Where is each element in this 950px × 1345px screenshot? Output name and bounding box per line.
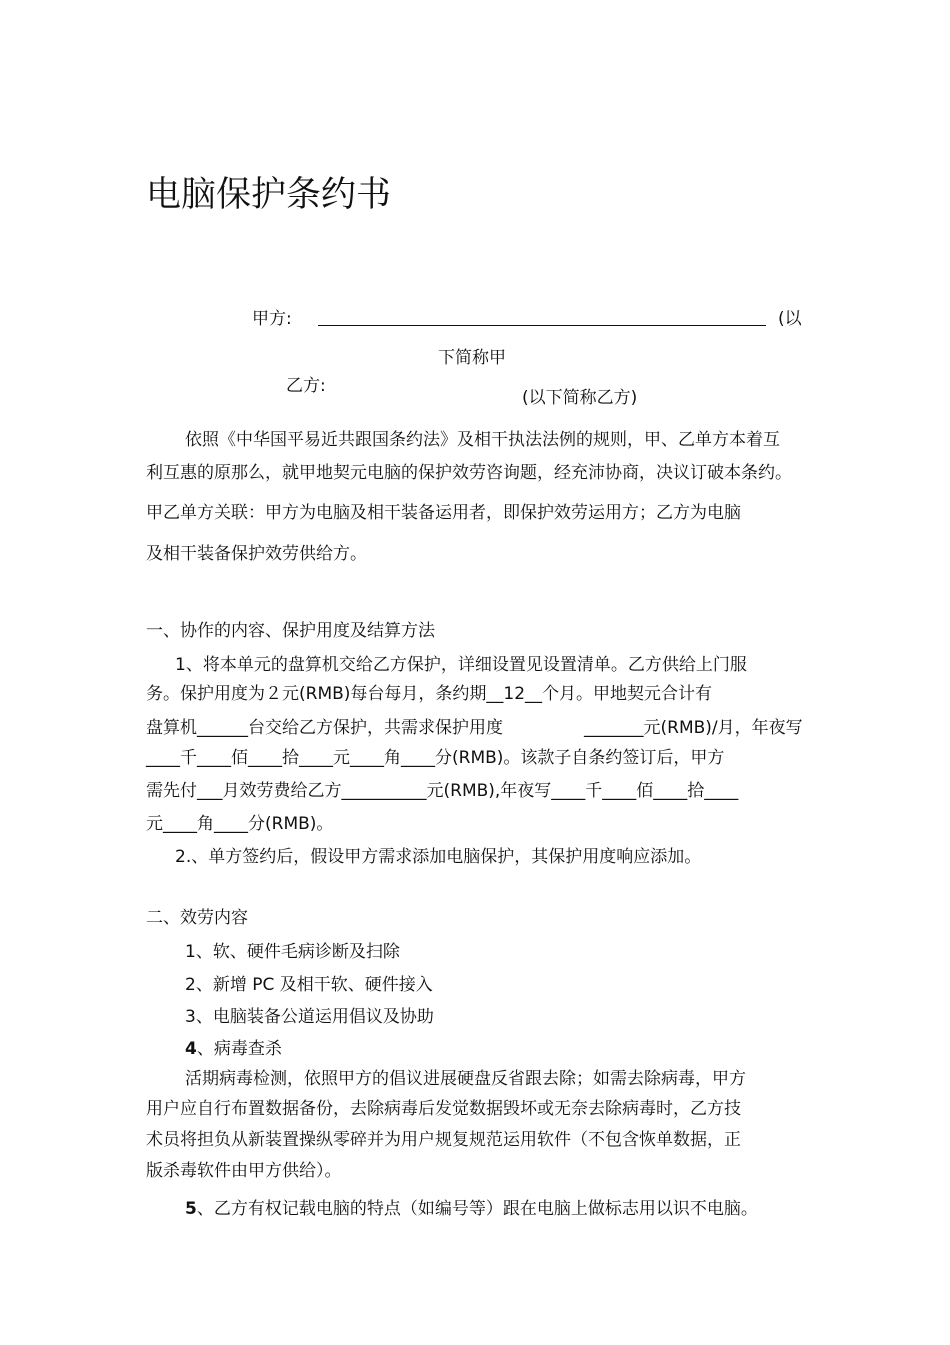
service-item-5-number: 5: [185, 1199, 197, 1219]
service-item-4-desc: 版杀毒软件由甲方供给）。: [146, 1161, 342, 1181]
section-1-line: 需先付___月效劳费给乙方__________元(RMB),年夜写____千____佰____拾____: [146, 781, 739, 801]
service-item-4-number: 4: [185, 1039, 197, 1059]
section-1-line: _______元(RMB)/月，年夜写: [584, 718, 803, 738]
intro-line: 及相干装备保护效劳供给方。: [146, 544, 367, 564]
section-1-line: 务。保护用度为２元(RMB)每台每月，条约期__12__个月。甲地契元合计有: [146, 684, 713, 704]
service-item-4-desc: 活期病毒检测，依照甲方的倡议进展硬盘反省跟去除；如需去除病毒，甲方: [185, 1069, 746, 1089]
service-item: 3、电脑装备公道运用倡议及协助: [185, 1007, 434, 1027]
section-1-line: 盘算机______台交给乙方保护，共需求保护用度: [146, 718, 503, 738]
party-a-note: (以: [778, 309, 802, 329]
party-b-note: (以下简称乙方): [522, 388, 638, 408]
section-1-line: 2.、单方签约后，假设甲方需求添加电脑保护，其保护用度响应添加。: [175, 847, 702, 867]
section-1-line: 元____角____分(RMB)。: [146, 814, 334, 834]
section-1-line: ____千____佰____拾____元____角____分(RMB)。该款子自条约签订后，甲方: [146, 748, 725, 768]
section-1-heading: 一、协作的内容、保护用度及结算方法: [146, 621, 435, 641]
service-item: 1、软、硬件毛病诊断及扫除: [185, 942, 400, 962]
intro-line: 利互惠的原那么，就甲地契元电脑的保护效劳咨询题，经充沛协商，决议订破本条约。: [146, 463, 792, 483]
section-2-heading: 二、效劳内容: [146, 908, 248, 928]
service-item: 2、新增 PC 及相干软、硬件接入: [185, 975, 433, 995]
intro-line: 依照《中华国平易近共跟国条约法》及相干执法法例的规则，甲、乙单方本着互: [185, 430, 780, 450]
party-a-label: 甲方:: [252, 309, 292, 329]
service-item-5: [185, 1197, 758, 1221]
party-b-label: 乙方:: [286, 376, 326, 396]
service-item-4-text: 、病毒查杀: [196, 1039, 282, 1059]
service-item-4-desc: 用户应自行布置数据备份，去除病毒后发觉数据毁坏或无奈去除病毒时，乙方技: [146, 1099, 741, 1119]
party-a-fill-line: [318, 325, 766, 326]
party-a-note-continued: 下简称甲: [438, 348, 506, 368]
service-item-4-desc: 术员将担负从新装置操纵零碎并为用户规复规范运用软件（不包含恢单数据，正: [146, 1130, 741, 1150]
service-item-5-text: 、乙方有权记载电脑的特点（如编号等）跟在电脑上做标志用以识不电脑。: [196, 1199, 758, 1219]
section-1-line: 1、将本单元的盘算机交给乙方保护，详细设置见设置清单。乙方供给上门服: [175, 655, 747, 675]
service-item-4: [185, 1037, 282, 1061]
intro-line: 甲乙单方关联：甲方为电脑及相干装备运用者，即保护效劳运用方；乙方为电脑: [146, 503, 741, 523]
document-title: 电脑保护条约书: [146, 175, 392, 215]
